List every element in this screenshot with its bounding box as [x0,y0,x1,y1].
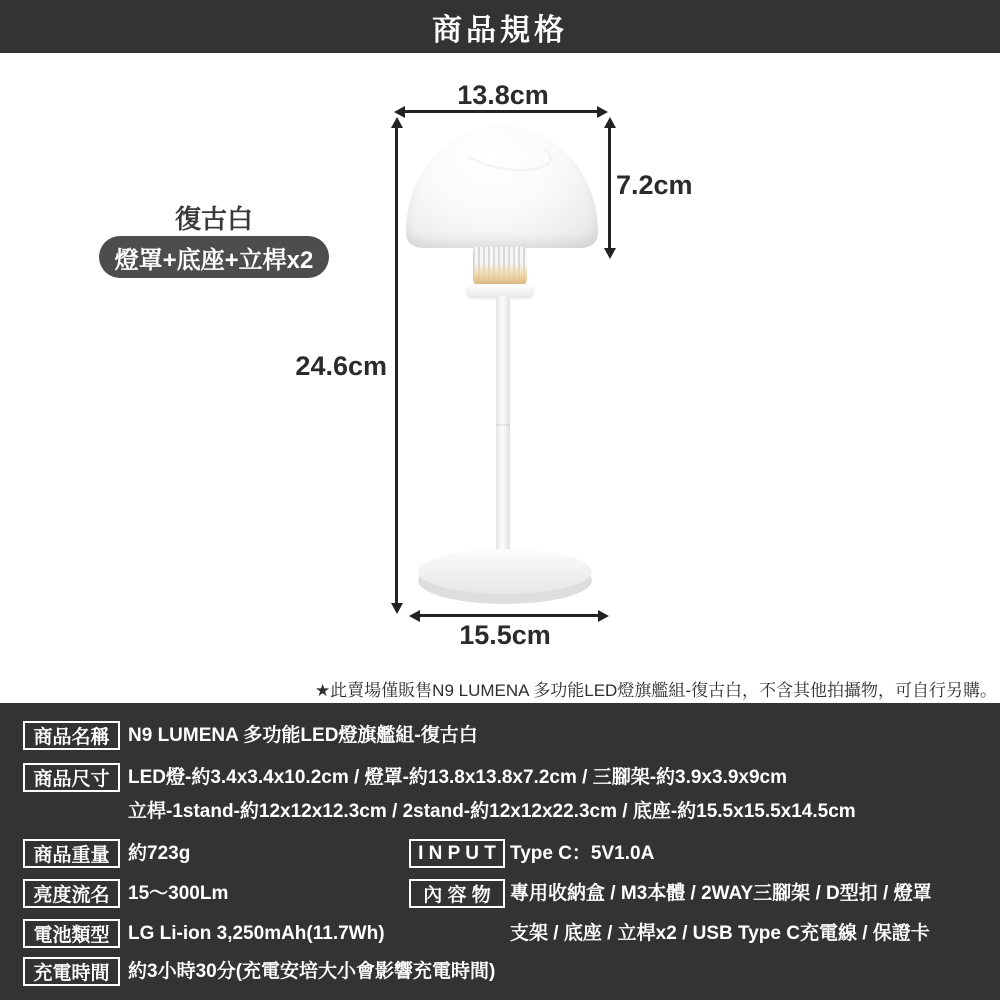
shade-width-label: 13.8cm [457,80,549,110]
sales-footnote: ★此賣場僅販售N9 LUMENA 多功能LED燈旗艦組-復古白，不含其他拍攝物，可自行另購。 [314,681,997,700]
spec-table [0,703,1000,1000]
page-title: 商品規格 [432,13,568,47]
total-height-arrow [395,127,398,604]
spec-value-product-weight: 約723g [128,843,191,864]
lamp-stand-pole [496,296,510,557]
spec-value-battery-type: LG Li-ion 3,250mAh(11.7Wh) [128,923,385,944]
kit-contents-badge-label: 燈罩+底座+立桿x2 [114,246,314,274]
shade-height-label: 7.2cm [616,170,693,200]
spec-value-input: Type C：5V1.0A [510,843,655,864]
lamp-pole-joint [496,424,510,426]
spec-label-input: I N P U T [409,839,505,868]
header-bar [0,0,1000,53]
spec-value-product-size: LED燈-約3.4x3.4x10.2cm / 燈罩-約13.8x13.8x7.2cm / 三腳架-約3.9x3.9x9cm [128,767,788,788]
spec-value-product-name: N9 LUMENA 多功能LED燈旗艦組-復古白 [128,725,478,746]
spec-label-product-name: 商品名稱 [23,721,120,750]
total-height-label: 24.6cm [295,351,387,381]
spec-label-battery-type: 電池類型 [23,919,120,948]
spec-label-contents: 內 容 物 [409,879,505,908]
spec-value-charge-time: 約3小時30分(充電安培大小會影響充電時間) [128,961,496,982]
lamp-base [418,549,592,594]
spec-value-product-size-line2: 立桿-1stand-約12x12x12.3cm / 2stand-約12x12x22.3cm / 底座-約15.5x15.5x14.5cm [128,801,856,822]
spec-value-contents-line2: 支架 / 底座 / 立桿x2 / USB Type C充電線 / 保證卡 [510,923,930,944]
color-name-label: 復古白 [174,204,253,234]
base-width-label: 15.5cm [459,620,551,650]
spec-label-product-weight: 商品重量 [23,839,120,868]
spec-value-contents: 專用收納盒 / M3本體 / 2WAY三腳架 / D型扣 / 燈罩 [510,883,932,904]
spec-label-brightness: 亮度流名 [23,879,120,908]
spec-value-brightness: 15〜300Lm [128,883,229,904]
base-width-arrow [419,614,599,617]
kit-contents-badge [99,236,329,278]
spec-label-product-size: 商品尺寸 [23,763,120,792]
shade-height-arrow [608,127,611,249]
lamp-bulb [473,247,527,286]
spec-label-charge-time: 充電時間 [23,957,120,986]
